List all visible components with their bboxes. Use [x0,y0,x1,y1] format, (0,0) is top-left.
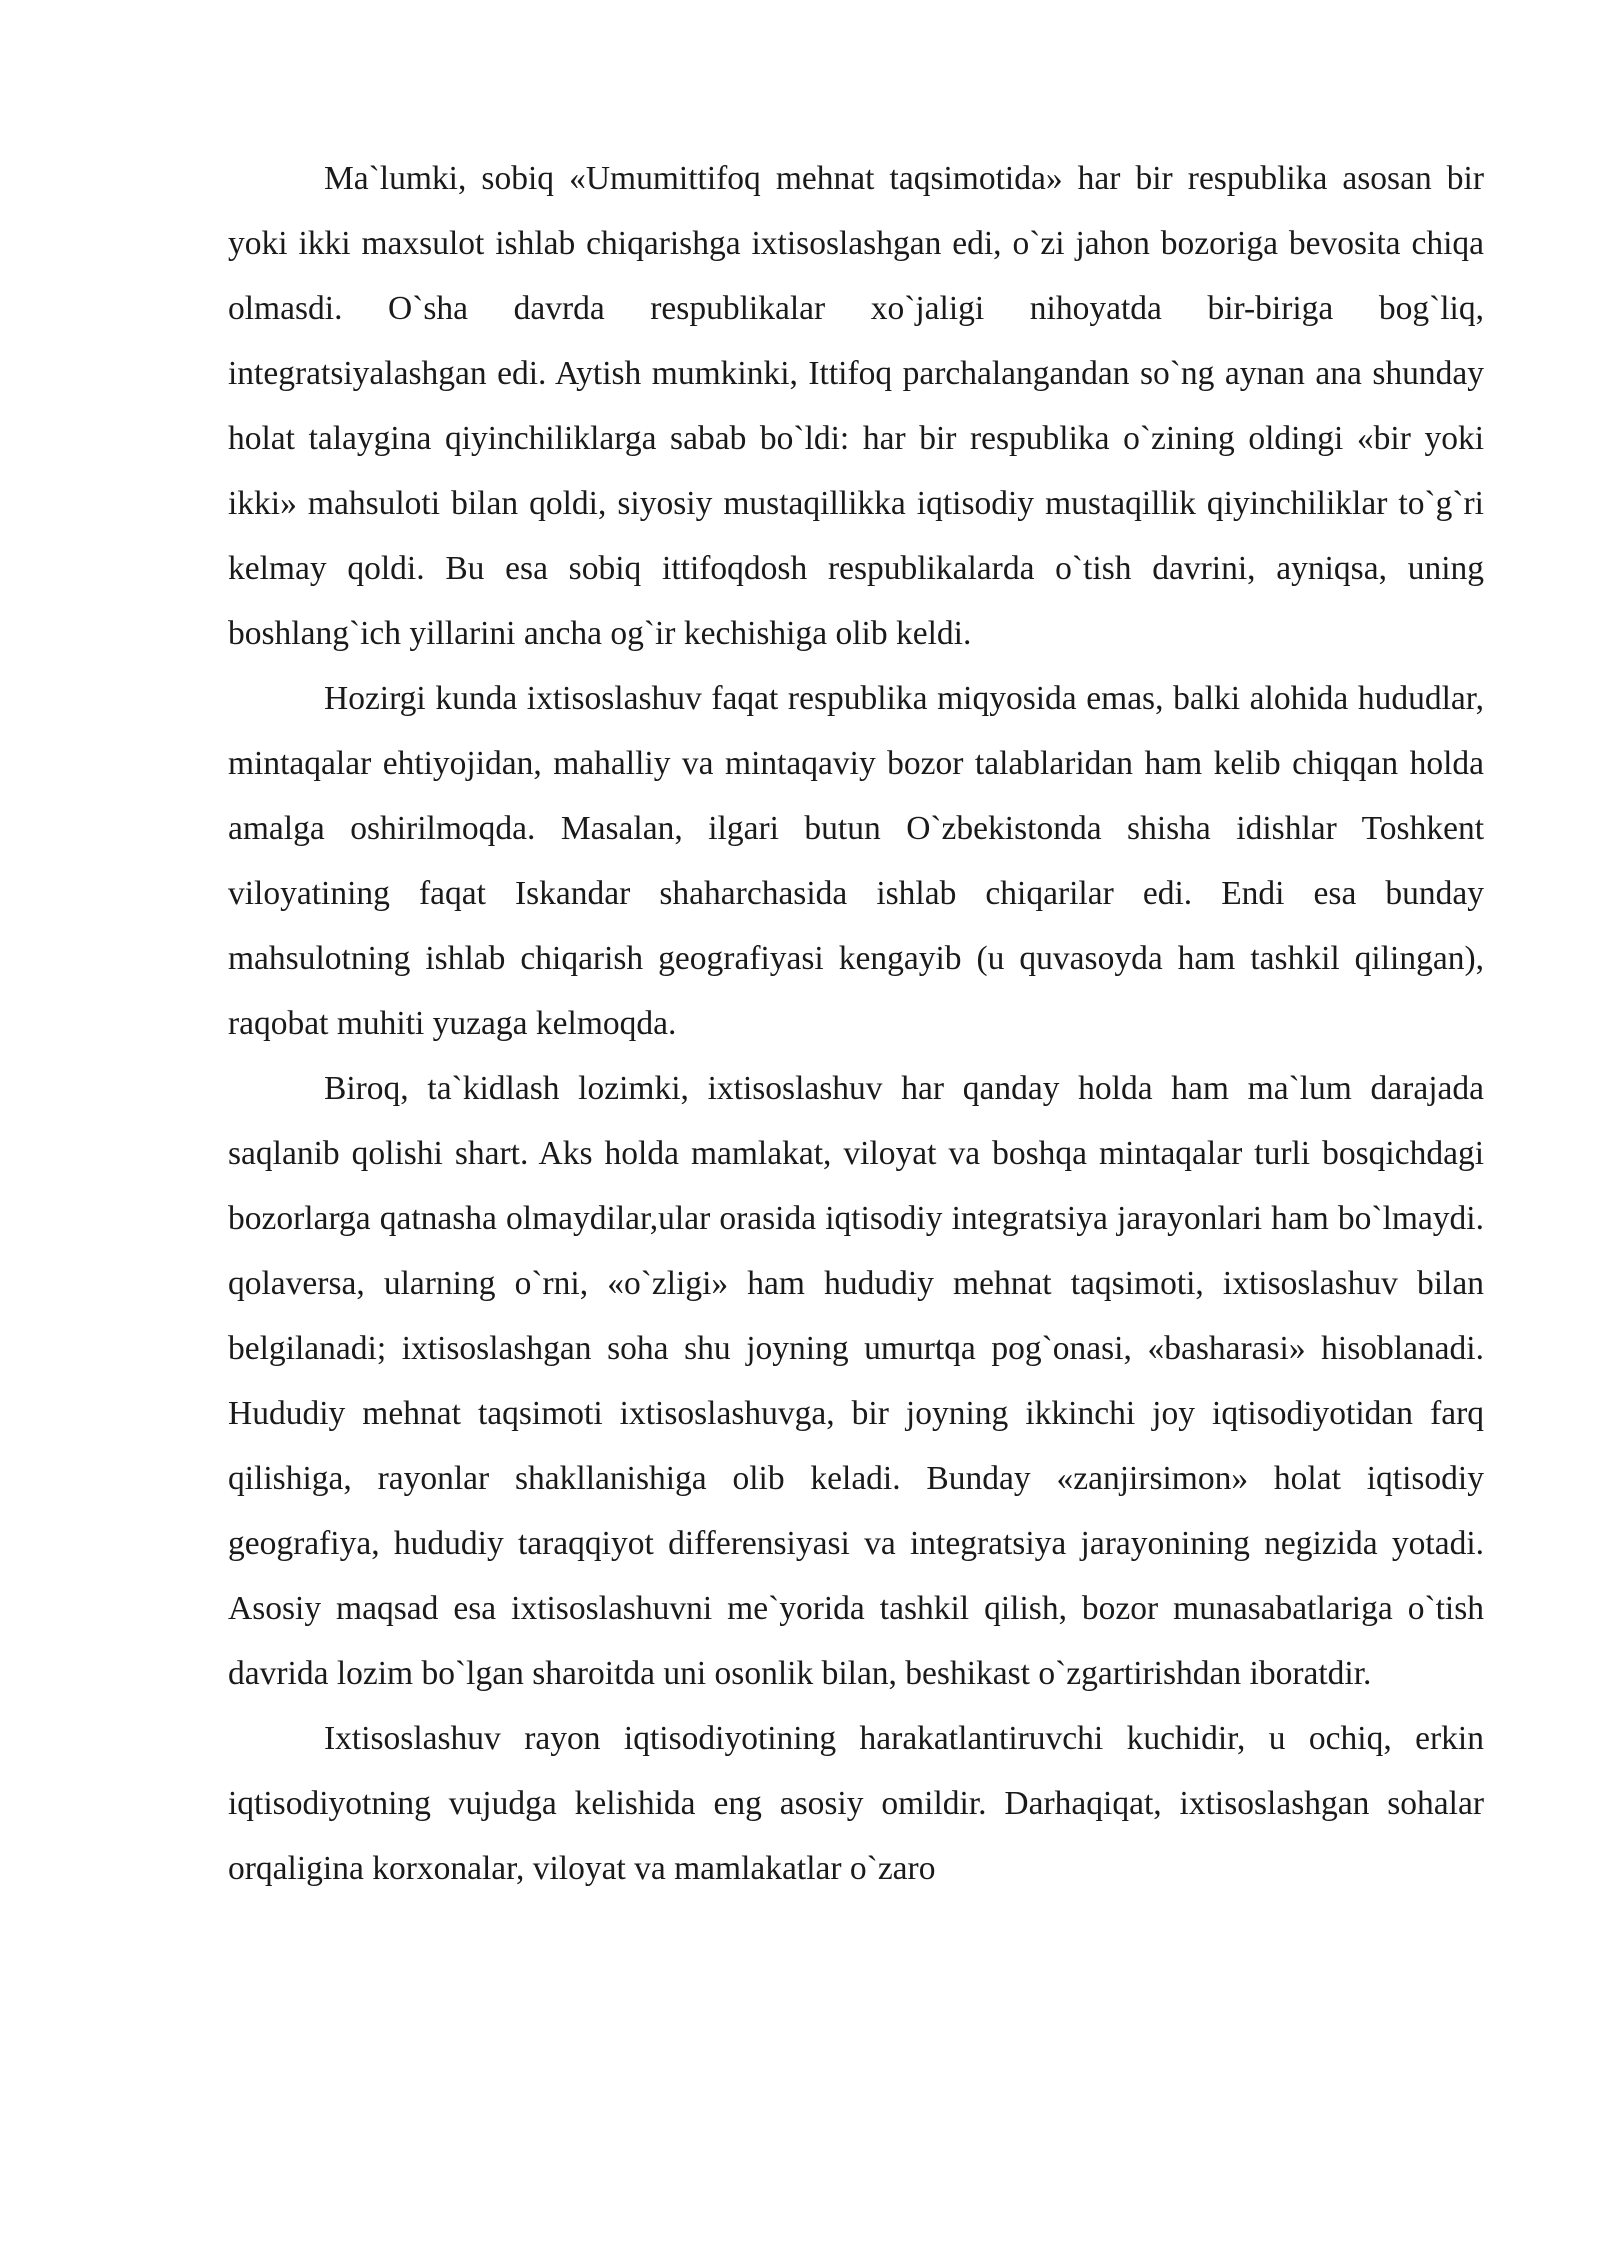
paragraph-4: Ixtisoslashuv rayon iqtisodiyotining harakatlantiruvchi kuchidir, u ochiq, erkin iqtisodiyotning vujudga kelishida eng asosiy omildir. Darhaqiqat, ixtisoslashgan sohalar orqaligina korxonalar, viloyat va mamlakatlar o`zaro [228,1720,1484,1887]
paragraph-3: Biroq, ta`kidlash lozimki, ixtisoslashuv har qanday holda ham ma`lum darajada saqlanib qolishi shart. Aks holda mamlakat, viloyat va boshqa mintaqalar turli bosqichdagi bozorlarga qatnasha olmaydilar,ular orasida iqtisodiy integratsiya jarayonlari ham bo`lmaydi. qolaversa, ularning o`rni, «o`zligi» ham hududiy mehnat taqsimoti, ixtisoslashuv bilan belgilanadi; ixtisoslashgan soha shu joyning umurtqa pog`onasi, «basharasi» hisoblanadi. Hududiy mehnat taqsimoti ixtisoslashuvga, bir joyning ikkinchi joy iqtisodiyotidan farq qilishiga, rayonlar shakllanishiga olib keladi. Bunday «zanjirsimon» holat iqtisodiy geografiya, hududiy taraqqiyot differensiyasi va integratsiya jarayonining negizida yotadi. Asosiy maqsad esa ixtisoslashuvni me`yorida tashkil qilish, bozor munasabatlariga o`tish davrida lozim bo`lgan sharoitda uni osonlik bilan, beshikast o`zgartirishdan iboratdir. [228,1070,1484,1692]
document-body [228,146,1484,1901]
paragraph-1: Ma`lumki, sobiq «Umumittifoq mehnat taqsimotida» har bir respublika asosan bir yoki ikki maxsulot ishlab chiqarishga ixtisoslashgan edi, o`zi jahon bozoriga bevosita chiqa olmasdi. O`sha davrda respublikalar xo`jaligi nihoyatda bir-biriga bog`liq, integratsiyalashgan edi. Aytish mumkinki, Ittifoq parchalangandan so`ng aynan ana shunday holat talaygina qiyinchiliklarga sabab bo`ldi: har bir respublika o`zining oldingi «bir yoki ikki» mahsuloti bilan qoldi, siyosiy mustaqillikka iqtisodiy mustaqillik qiyinchiliklar to`g`ri kelmay qoldi. Bu esa sobiq ittifoqdosh respublikalarda o`tish davrini, ayniqsa, uning boshlang`ich yillarini ancha og`ir kechishiga olib keldi. [228,160,1484,652]
paragraph-2: Hozirgi kunda ixtisoslashuv faqat respublika miqyosida emas, balki alohida hududlar, mintaqalar ehtiyojidan, mahalliy va mintaqaviy bozor talablaridan ham kelib chiqqan holda amalga oshirilmoqda. Masalan, ilgari butun O`zbekistonda shisha idishlar Toshkent viloyatining faqat Iskandar shaharchasida ishlab chiqarilar edi. Endi esa bunday mahsulotning ishlab chiqarish geografiyasi kengayib (u quvasoyda ham tashkil qilingan), raqobat muhiti yuzaga kelmoqda. [228,680,1484,1042]
